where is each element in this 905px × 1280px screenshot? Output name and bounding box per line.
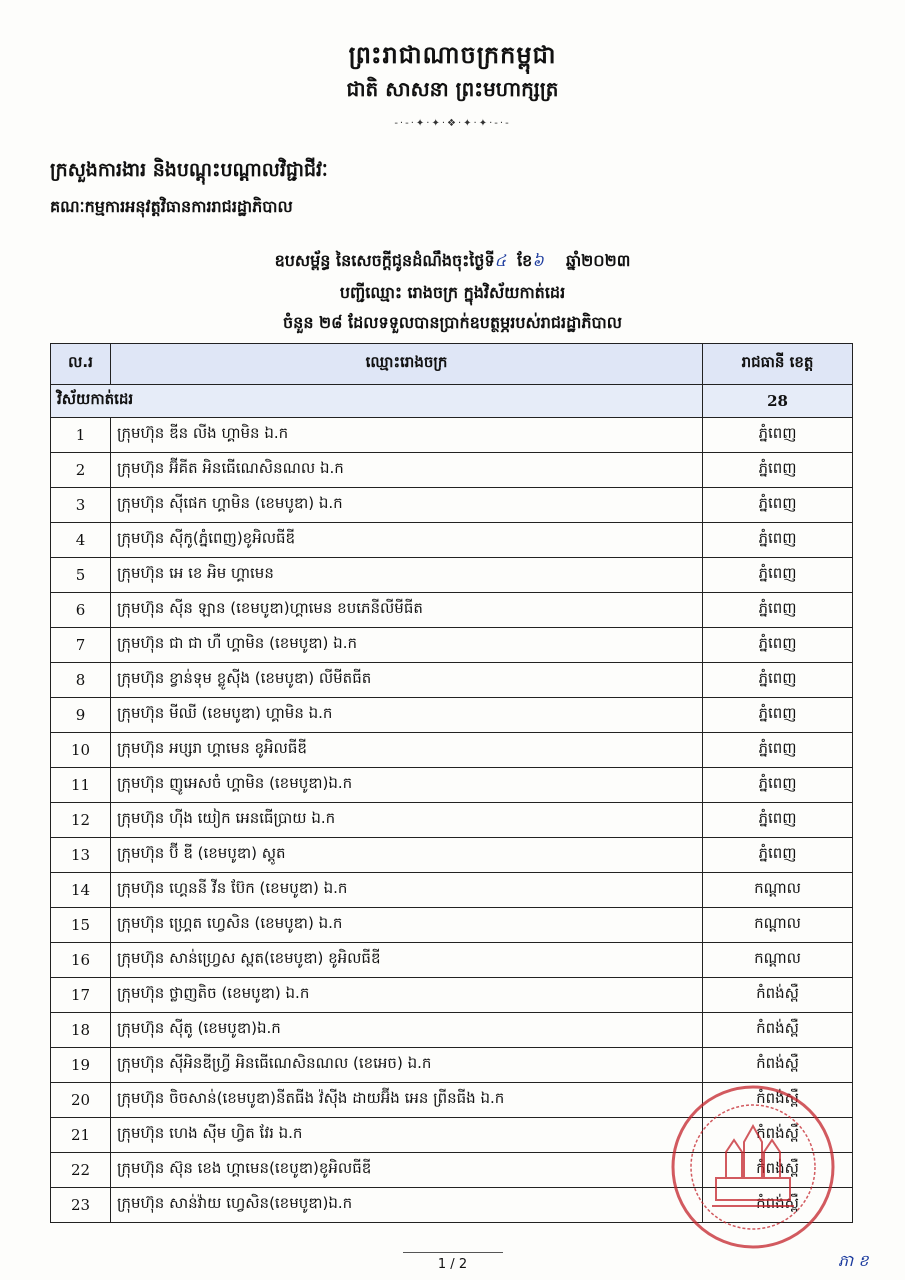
province-name: ភ្នំពេញ	[703, 768, 853, 803]
row-number: 5	[51, 558, 111, 593]
table-row	[51, 698, 853, 733]
factory-name: ក្រុមហ៊ុន ឌីន លីង ហ្គាមិន ឯ.ក	[111, 418, 703, 453]
seal-outer-ring	[673, 1087, 833, 1247]
table-header-row	[51, 344, 853, 385]
table-row	[51, 733, 853, 768]
province-name: កំពង់ស្ពឺ	[703, 1118, 853, 1153]
ministry-name: ក្រសួងការងារ និងបណ្តុះបណ្តាលវិជ្ជាជីវៈ	[50, 159, 328, 181]
table-row	[51, 453, 853, 488]
province-name: ភ្នំពេញ	[703, 838, 853, 873]
factory-name: ក្រុមហ៊ុន សាន់វ៉ាយ ហ្វេសិន(ខេមបូឌា)ឯ.ក	[111, 1188, 703, 1223]
row-number: 2	[51, 453, 111, 488]
official-seal-icon	[668, 1082, 838, 1252]
row-number: 21	[51, 1118, 111, 1153]
row-number: 23	[51, 1188, 111, 1223]
province-name: ភ្នំពេញ	[703, 488, 853, 523]
handwritten-day: ៤	[494, 251, 506, 270]
sector-label: វិស័យកាត់ដេរ	[51, 385, 703, 418]
province-name: ភ្នំពេញ	[703, 803, 853, 838]
province-name: ភ្នំពេញ	[703, 628, 853, 663]
row-number: 10	[51, 733, 111, 768]
annex-title-line3: ចំនួន ២៨ ដែលទទួលបានប្រាក់ឧបត្ថម្ភរបស់រាជរដ្ឋាភិបាល	[283, 313, 622, 332]
row-number: 16	[51, 943, 111, 978]
row-number: 15	[51, 908, 111, 943]
province-name: កំពង់ស្ពឺ	[703, 1048, 853, 1083]
row-number: 19	[51, 1048, 111, 1083]
province-name: កណ្តាល	[703, 873, 853, 908]
factory-name: ក្រុមហ៊ុន អេ ខេ អិម ហ្គាមេន	[111, 558, 703, 593]
handwritten-initials: ភា ខ	[838, 1251, 869, 1270]
footer-rule	[403, 1252, 503, 1253]
row-number: 9	[51, 698, 111, 733]
row-number: 18	[51, 1013, 111, 1048]
province-name: កំពង់ស្ពឺ	[703, 1188, 853, 1223]
ornament-divider-icon: -·-·✦·✦·❖·✦·✦·-·-	[394, 118, 511, 129]
factory-name: ក្រុមហ៊ុន អប្សរា ហ្គាមេន ខូអិលធីឌី	[111, 733, 703, 768]
row-number: 22	[51, 1153, 111, 1188]
row-number: 17	[51, 978, 111, 1013]
table-row	[51, 418, 853, 453]
province-name: កំពង់ស្ពឺ	[703, 1153, 853, 1188]
factory-name: ក្រុមហ៊ុន ស៊ីអិនឌីហ្វ្រី អិនធើណេសិនណល (ខេអេច) ឯ.ក	[111, 1048, 703, 1083]
committee-name: គណៈកម្មការអនុវត្តវិធានការរាជរដ្ឋាភិបាល	[50, 197, 293, 216]
factory-name: ក្រុមហ៊ុន ហ្គ្រេត ហ្វេសិន (ខេមបូឌា) ឯ.ក	[111, 908, 703, 943]
row-number: 7	[51, 628, 111, 663]
table-row	[51, 838, 853, 873]
kingdom-title: ព្រះរាជាណាចក្រកម្ពុជា	[348, 41, 557, 69]
row-number: 8	[51, 663, 111, 698]
annex-title-line2: បញ្ជីឈ្មោះ រោងចក្រ ក្នុងវិស័យកាត់ដេរ	[339, 283, 566, 302]
factory-name: ក្រុមហ៊ុន ថ្លាញតិច (ខេមបូឌា) ឯ.ក	[111, 978, 703, 1013]
row-number: 13	[51, 838, 111, 873]
table-row	[51, 1048, 853, 1083]
factory-name: ក្រុមហ៊ុន សាន់ហ្វ្រេស ស្ពត(ខេមបូឌា) ខូអិលធីឌី	[111, 943, 703, 978]
province-name: កណ្តាល	[703, 908, 853, 943]
table-row	[51, 1013, 853, 1048]
table-row	[51, 803, 853, 838]
province-name: ភ្នំពេញ	[703, 523, 853, 558]
table-row	[51, 558, 853, 593]
factory-name: ក្រុមហ៊ុន ស៊ីផេក ហ្គាមិន (ខេមបូឌា) ឯ.ក	[111, 488, 703, 523]
factory-name: ក្រុមហ៊ុន ហ្គេននី វីន ប៊ែក (ខេមបូឌា) ឯ.ក	[111, 873, 703, 908]
row-number: 1	[51, 418, 111, 453]
province-name: កំពង់ស្ពឺ	[703, 1083, 853, 1118]
header-name: ឈ្មោះរោងចក្រ	[111, 344, 703, 385]
row-number: 6	[51, 593, 111, 628]
row-number: 4	[51, 523, 111, 558]
table-row	[51, 593, 853, 628]
row-number: 11	[51, 768, 111, 803]
annex-title-line1	[0, 250, 905, 274]
province-name: ភ្នំពេញ	[703, 663, 853, 698]
table-row	[51, 978, 853, 1013]
province-name: កំពង់ស្ពឺ	[703, 978, 853, 1013]
sector-count: 28	[703, 385, 853, 418]
header-no: ល.រ	[51, 344, 111, 385]
table-row	[51, 663, 853, 698]
national-motto: ជាតិ សាសនា ព្រះមហាក្សត្រ	[346, 77, 559, 101]
province-name: កំពង់ស្ពឺ	[703, 1013, 853, 1048]
header-province: រាជធានី ខេត្ត	[703, 344, 853, 385]
province-name: កណ្តាល	[703, 943, 853, 978]
province-name: ភ្នំពេញ	[703, 593, 853, 628]
factory-name: ក្រុមហ៊ុន ញូអេសចំ ហ្គាមិន (ខេមបូឌា)ឯ.ក	[111, 768, 703, 803]
factory-name: ក្រុមហ៊ុន អ៊ីគីត អិនធើណេសិនណល ឯ.ក	[111, 453, 703, 488]
factory-name: ក្រុមហ៊ុន ជា ជា ហឺ ហ្គាមិន (ខេមបូឌា) ឯ.ក	[111, 628, 703, 663]
sector-row	[51, 385, 853, 418]
row-number: 12	[51, 803, 111, 838]
factory-name: ក្រុមហ៊ុន ចិចសាន់(ខេមបូឌា)នីតធីង វ៉ស៊ីង ដាយអ៊ីង អេន ព្រីនធីង ឯ.ក	[111, 1083, 703, 1118]
annex-month-label: ខែ	[517, 251, 533, 270]
handwritten-month: ៦	[532, 251, 544, 270]
province-name: ភ្នំពេញ	[703, 453, 853, 488]
table-row	[51, 523, 853, 558]
table-row	[51, 908, 853, 943]
factory-name: ក្រុមហ៊ុន ស៊ីកូ(ភ្នំពេញ)ខូអិលធីឌី	[111, 523, 703, 558]
annex-prefix: ឧបសម្ព័ន្ធ នៃសេចក្តីជូនដំណឹងចុះថ្ងៃទី	[274, 251, 495, 270]
page-number: 1 / 2	[437, 1257, 468, 1272]
table-row	[51, 873, 853, 908]
factory-name: ក្រុមហ៊ុន ប៊ី ឌី (ខេមបូឌា) ស្តូត	[111, 838, 703, 873]
row-number: 14	[51, 873, 111, 908]
table-row	[51, 768, 853, 803]
factory-name: ក្រុមហ៊ុន ខ្វាន់ទុម ខ្លូស៊ីង (ខេមបូឌា) លីមីតធីត	[111, 663, 703, 698]
province-name: ភ្នំពេញ	[703, 698, 853, 733]
province-name: ភ្នំពេញ	[703, 733, 853, 768]
factory-name: ក្រុមហ៊ុន ស៊ុន ខេង ហ្គាមេន(ខេបូឌា)ខូអិលធីឌី	[111, 1153, 703, 1188]
table-row	[51, 628, 853, 663]
factory-name: ក្រុមហ៊ុន ហ៊ីង យៀក អេនធើប្រាយ ឯ.ក	[111, 803, 703, 838]
annex-year: ឆ្នាំ២០២៣	[565, 251, 631, 270]
factory-name: ក្រុមហ៊ុន មីឈី (ខេមបូឌា) ហ្គាមិន ឯ.ក	[111, 698, 703, 733]
factory-name: ក្រុមហ៊ុន ស៊ីតូ (ខេមបូឌា)ឯ.ក	[111, 1013, 703, 1048]
row-number: 20	[51, 1083, 111, 1118]
table-row	[51, 943, 853, 978]
province-name: ភ្នំពេញ	[703, 418, 853, 453]
row-number: 3	[51, 488, 111, 523]
table-row	[51, 488, 853, 523]
province-name: ភ្នំពេញ	[703, 558, 853, 593]
factory-name: ក្រុមហ៊ុន ស៊ីន ឡាន (ខេមបូឌា)ហ្គាមេន ខបភេនីលីមីធីត	[111, 593, 703, 628]
factory-name: ក្រុមហ៊ុន ហេង ស៊ីម ហ្វិត វែរ ឯ.ក	[111, 1118, 703, 1153]
